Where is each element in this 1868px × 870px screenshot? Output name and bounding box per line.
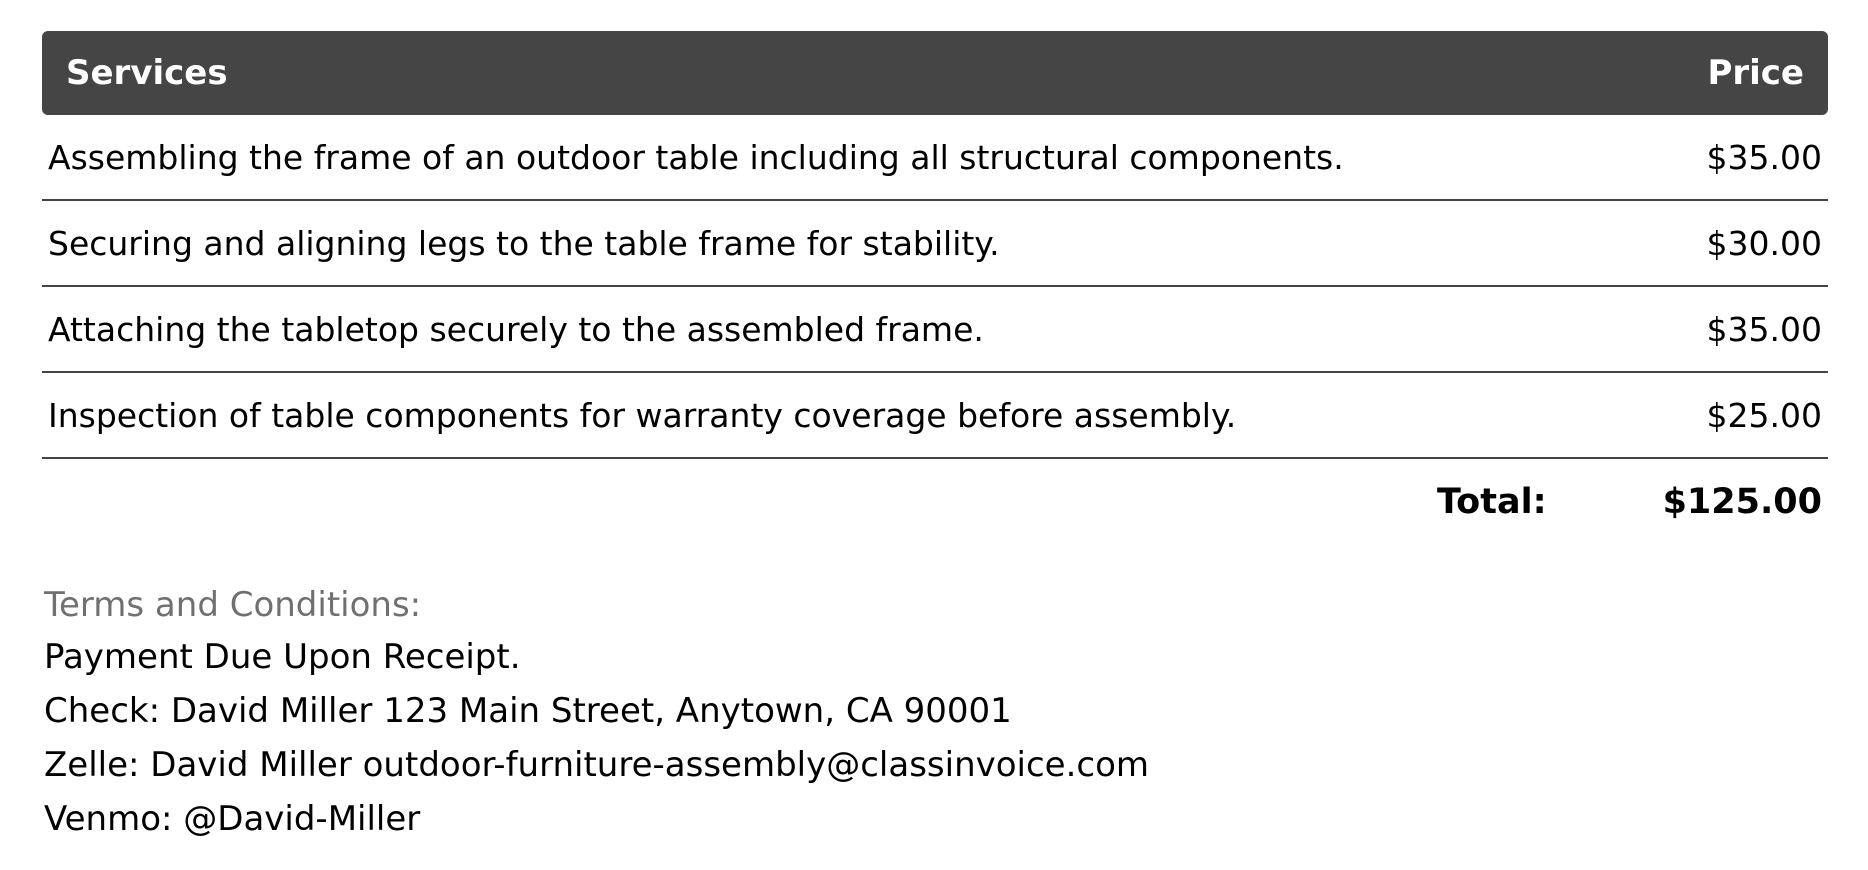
- venmo-payment-info: Venmo: @David-Miller: [44, 799, 421, 839]
- total-value: $125.00: [1662, 482, 1822, 522]
- table-row: [42, 373, 1828, 459]
- payment-terms: Payment Due Upon Receipt.: [44, 637, 521, 677]
- service-price: $25.00: [1706, 395, 1822, 435]
- total-row: [42, 459, 1828, 545]
- services-column-header: Services: [66, 53, 228, 93]
- table-header: [42, 31, 1828, 115]
- check-payment-info: Check: David Miller 123 Main Street, Anytown, CA 90001: [44, 691, 1012, 731]
- price-column-header: Price: [1707, 53, 1804, 93]
- service-description: Inspection of table components for warranty coverage before assembly.: [48, 395, 1237, 435]
- zelle-payment-info: Zelle: David Miller outdoor-furniture-assembly@classinvoice.com: [44, 745, 1150, 785]
- table-row: [42, 115, 1828, 201]
- service-description: Assembling the frame of an outdoor table including all structural components.: [48, 137, 1344, 177]
- table-row: [42, 201, 1828, 287]
- total-label: Total:: [1436, 482, 1547, 522]
- terms-heading: Terms and Conditions:: [44, 585, 422, 625]
- services-table: [42, 31, 1828, 545]
- service-price: $35.00: [1706, 309, 1822, 349]
- service-description: Attaching the tabletop securely to the assembled frame.: [48, 309, 984, 349]
- service-description: Securing and aligning legs to the table frame for stability.: [48, 223, 1000, 263]
- service-price: $30.00: [1706, 223, 1822, 263]
- terms-section: [44, 580, 1149, 846]
- service-price: $35.00: [1706, 137, 1822, 177]
- table-row: [42, 287, 1828, 373]
